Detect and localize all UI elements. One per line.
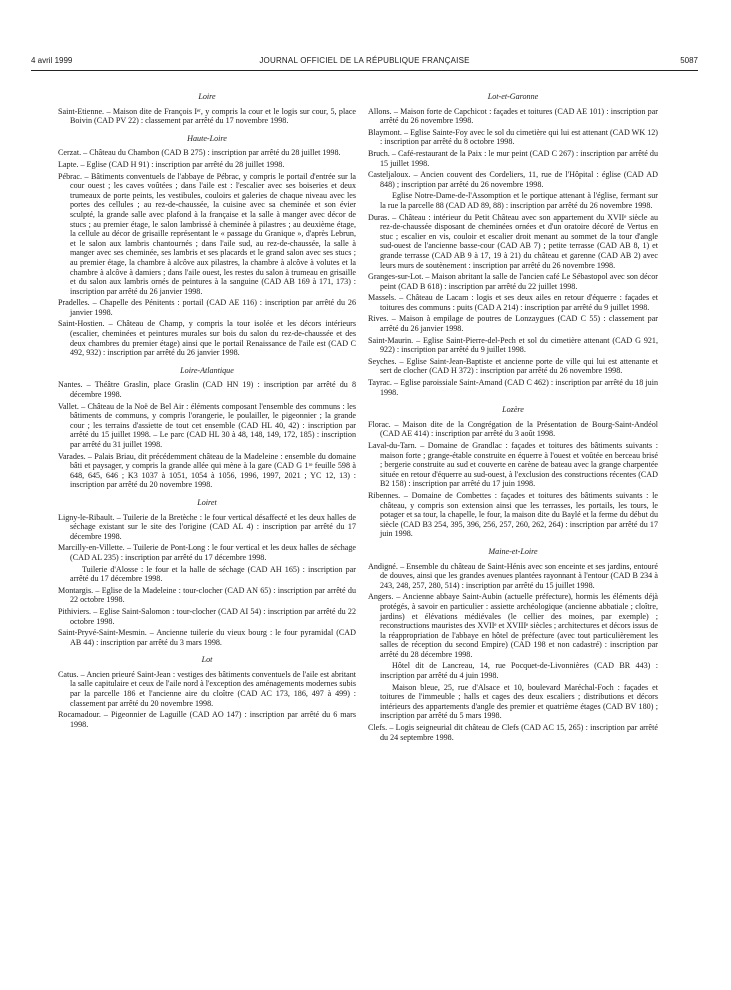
monument-entry: Andigné. – Ensemble du château de Saint-Hénis avec son enceinte et ses jardins, entouré de douves, ainsi que les grandes avenues plantées rayonnant à l'entour (CAD B 234 à 243, 248, 257, 280, 514) : inscription par arrêté du 15 juillet 1998. [368, 561, 658, 590]
monument-entry: Saint-Pryvé-Saint-Mesmin. – Ancienne tuilerie du vieux bourg : le four pyramidal (CAD AB 44) : inscription par arrêté du 3 mars 1998. [58, 628, 356, 647]
sub-entry: Tuilerie d'Alosse : le four et la halle de séchage (CAD AH 165) : inscription par arrêté du 17 décembre 1998. [70, 564, 356, 584]
monument-entry: Florac. – Maison dite de la Congrégation de la Présentation de Bourg-Saint-Andéol (CAD AE 414) : inscription par arrêté du 3 août 1998. [368, 419, 658, 439]
section-heading: Loire-Atlantique [180, 365, 234, 375]
monument-entry: Allons. – Maison forte de Capchicot : façades et toitures (CAD AE 101) : inscription par arrêté du 26 novembre 1998. [368, 106, 658, 126]
monument-entry: Saint-Etienne. – Maison dite de François Iᵉʳ, y compris la cour et le logis sur cour, 5, place Boivin (CAD PV 22) : classement par arrêté du 17 novembre 1998. [58, 106, 356, 126]
right-column [368, 92, 658, 744]
section-heading: Maine-et-Loire [488, 546, 538, 556]
monument-entry: Ligny-le-Ribault. – Tuilerie de la Bretèche : le four vertical désaffecté et les deux halles de séchage existant sur le site des l'origine (CAD AL 4) : inscription par arrêté du 17 décembre 1998. [58, 512, 356, 541]
monument-entry: Blaymont. – Eglise Sainte-Foy avec le sol du cimetière qui lui est attenant (CAD WK 12) : inscription par arrêté du 8 octobre 1998. [368, 127, 658, 147]
section-heading: Loire [198, 92, 216, 101]
monument-entry: Duras. – Château : intérieur du Petit Château avec son appartement du XVIIᵉ siècle au rez-de-chaussée disposant de cheminées ornées et d'un oratoire décoré de Vertus en stuc ; escalier en vis, couloir et escalier droit menant au sommet de la tour d'angle sud-ouest de l'ancienne basse-cour (CAD AB 7) ; petite terrasse (CAD AB 8, 1) et grande terrasse (CAD AB 9 à 17, 19 à 21) du château et garenne (CAD AB 2) avec leurs murs de soutènement : inscription par arrêté du 26 novembre 1998. [368, 212, 658, 270]
monument-entry: Vallet. – Château de la Noë de Bel Air : éléments composant l'ensemble des communs : les bâtiments de communs, y compris l'orangerie, le poulailler, le pigeonnier ; la grande cour ; les terrains d'assiette de tout cet ensemble (CAD HL 40, 42) : inscription par arrêté du 15 juillet 1998. – Le parc (CAD HL 30 à 48, 148, 149, 172, 185) : inscription par arrêté du 31 juillet 1998. [58, 401, 356, 449]
monument-entry: Laval-du-Tarn. – Domaine de Grandlac : façades et toitures des bâtiments suivants : maison forte ; grange-étable construite en équerre à l'ouest et voûtée en berceau brisé ; bergerie construite au sud et couverte en carène de bateau avec la grange charpentée située en retour d'équerre au sud-ouest, à l'exclusion des constructions récentes (CAD B2 158) : inscription par arrêté du 17 juin 1998. [368, 441, 658, 489]
header-date: 4 avril 1999 [31, 56, 73, 65]
monument-entry: Saint-Hostien. – Château de Champ, y compris la tour isolée et les décors intérieurs (escalier, cheminées et peintures murales sur bois du salon du rez-de-chaussée et des deux chambres du premier étage) ainsi que le portail Renaissance de l'aile est (CAD C 492, 932) : inscription par arrêté du 26 janvier 1998. [58, 319, 356, 358]
section-heading: Lot-et-Garonne [487, 92, 539, 101]
header-page-number: 5087 [680, 56, 698, 65]
sub-entry: Maison bleue, 25, rue d'Alsace et 10, boulevard Maréchal-Foch : façades et toitures de l'immeuble ; halls et cages des deux escaliers ; distributions et décors intérieurs des appartements d'angle des premier et quatrième étages (CAD BV 180) ; inscription par arrêté du 5 mars 1998. [380, 682, 658, 721]
monument-entry: Granges-sur-Lot. – Maison abritant la salle de l'ancien café Le Sébastopol avec son décor peint (CAD B 618) : inscription par arrêté du 22 juillet 1998. [368, 272, 658, 291]
left-column [58, 92, 356, 731]
monument-entry: Angers. – Ancienne abbaye Saint-Aubin (actuelle préfecture), hormis les éléments déjà protégés, à savoir en particulier : assiette archéologique (ancienne abbatiale ; cloître, jardins) et élévations médiévales (le cellier des moines, par exemple) ; reconstructions mauristes des XVIIᵉ et XVIIIᵉ siècles ; architectures et décors issus de la réappropriation de l'abbaye en hôtel de préfecture (avec tout particulièrement les salles de réception du second Empire) (CAD 198 et non cadastré) : inscription par arrêté du 28 décembre 1998. [368, 592, 658, 659]
monument-entry: Saint-Maurin. – Eglise Saint-Pierre-del-Pech et sol du cimetière attenant (CAD G 921, 922) : inscription par arrêté du 9 juillet 1998. [368, 335, 658, 355]
sub-entry: Eglise Notre-Dame-de-l'Assomption et le portique attenant à l'église, fermant sur la rue la parcelle 88 (CAD AD 89, 88) : inscription par arrêté du 26 novembre 1998. [380, 191, 658, 210]
monument-entry: Seyches. – Eglise Saint-Jean-Baptiste et ancienne porte de ville qui lui est attenante et sert de clocher (CAD H 372) : inscription par arrêté du 26 novembre 1998. [368, 356, 658, 376]
monument-entry: Catus. – Ancien prieuré Saint-Jean : vestiges des bâtiments conventuels de l'aile est abritant la salle capitulaire et ceux de l'aile nord à l'exception des aménagements modernes subis par la parcelle 186 et l'ancienne aire du cloître (CAD AC 173, 186, 497 à 499) : classement par arrêté du 20 novembre 1998. [58, 669, 356, 708]
monument-entry: Clefs. – Logis seigneurial dit château de Clefs (CAD AC 15, 265) : inscription par arrêté du 24 septembre 1998. [368, 723, 658, 742]
monument-entry: Rocamadour. – Pigeonnier de Laguille (CAD AO 147) : inscription par arrêté du 6 mars 1998. [58, 710, 356, 729]
monument-entry: Pithiviers. – Eglise Saint-Salomon : tour-clocher (CAD AI 54) : inscription par arrêté du 22 octobre 1998. [58, 606, 356, 626]
monument-entry: Varades. – Palais Briau, dit précédemment château de la Madeleine : ensemble du domaine bâti et paysager, y compris la grande allée qui mène à la gare (CAD G 1ʳᵉ feuille 598 à 648, 645, 646 ; K3 1037 à 1051, 1054 à 1056, 1996, 1997, 2021 ; YC 12, 13) : inscription par arrêté du 20 novembre 1998. [58, 451, 356, 490]
monument-entry: Rives. – Maison à empilage de poutres de Lonzaygues (CAD C 55) : classement par arrêté du 26 janvier 1998. [368, 314, 658, 334]
monument-entry: Lapte. – Eglise (CAD H 91) : inscription par arrêté du 28 juillet 1998. [58, 159, 285, 169]
monument-entry: Ribennes. – Domaine de Combettes : façades et toitures des bâtiments suivants : le château, y compris son extension ainsi que les terrasses, les portails, les tours, le potager et sa tour, la chapelle, le four, la maison dite du Baylé et la ferme du début du siècle (CAD B3 254, 395, 396, 256, 257, 260, 262, 264) : inscription par arrêté du 17 juin 1998. [368, 490, 658, 539]
section-heading: Lozère [502, 405, 524, 415]
monument-entry: Pradelles. – Chapelle des Pénitents : portail (CAD AE 116) : inscription par arrêté du 26 janvier 1998. [58, 298, 356, 317]
monument-entry: Casteljaloux. – Ancien couvent des Cordeliers, 11, rue de l'Hôpital : église (CAD AD 848) ; inscription par arrêté du 26 novembre 1998. [368, 170, 658, 189]
section-heading: Loiret [197, 497, 217, 507]
monument-entry: Cerzat. – Château du Chambon (CAD B 275) : inscription par arrêté du 28 juillet 1998. [58, 148, 341, 158]
monument-entry: Nantes. – Théâtre Graslin, place Graslin (CAD HN 19) : inscription par arrêté du 8 décembre 1998. [58, 380, 356, 400]
page-header [31, 56, 698, 70]
monument-entry: Bruch. – Café-restaurant de la Paix : le mur peint (CAD C 267) : inscription par arrêté du 15 juillet 1998. [368, 148, 658, 168]
monument-entry: Massels. – Château de Lacam : logis et ses deux ailes en retour d'équerre : façades et toitures des communs : puits (CAD A 214) : inscription par arrêté du 9 juillet 1998. [368, 293, 658, 312]
section-heading: Haute-Loire [187, 133, 227, 143]
monument-entry: Montargis. – Eglise de la Madeleine : tour-clocher (CAD AN 65) : inscription par arrêté du 22 octobre 1998. [58, 585, 356, 605]
header-journal-title: JOURNAL OFFICIEL DE LA RÉPUBLIQUE FRANÇAISE [259, 56, 470, 65]
sub-entry: Hôtel dit de Lancreau, 14, rue Pocquet-de-Livonnières (CAD BR 443) : inscription par arrêté du 4 juin 1998. [380, 661, 658, 681]
monument-entry: Tayrac. – Eglise paroissiale Saint-Amand (CAD C 462) : inscription par arrêté du 18 juin 1998. [368, 378, 658, 397]
section-heading: Lot [201, 655, 213, 665]
monument-entry: Pébrac. – Bâtiments conventuels de l'abbaye de Pébrac, y compris le portail d'entrée sur la cour ouest ; les caves voûtées ; dans l'aile est : l'escalier avec ses boiseries et deux trumeaux de porte peints, les vestibules, couloirs et galeries de chaque niveau avec les portes des cellules ; au rez-de-chaussée, la cuisine avec sa cheminée et son évier sculpté, la grande salle avec plafond à la française et la salle à manger avec décor de stucs ; au premier étage, le salon lambrissé à cheminée à pilastres ; au deuxième étage, la cellule au décor de grisaille représentant le « passage du Granique », d'après Lebrun, et le salon aux lambris chantournés ; dans l'aile sud, au rez-de-chaussée, la salle à manger avec ses cheminée, ses lambris et ses placards et le grand salon avec ses stucs ; au premier étage, la chambre à alcôve aux pilastres, la chambre à alcôve à volutes et la chambre à alcôve à damiers ; dans l'aile ouest, les restes du salon à trumeau en grisaille et du salon aux lambris ornés de peintures à la sanguine (CAD AB 169 à 171, 173) : inscription par arrêté du 26 janvier 1998. [58, 171, 356, 296]
header-rule [31, 70, 698, 71]
monument-entry: Marcilly-en-Villette. – Tuilerie de Pont-Long : le four vertical et les deux halles de séchage (CAD AL 235) : inscription par arrêté du 17 décembre 1998. [58, 543, 356, 562]
